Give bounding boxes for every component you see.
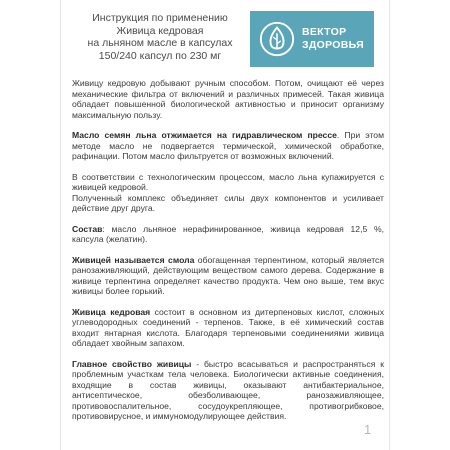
brand-logo <box>250 11 374 67</box>
header <box>74 12 374 70</box>
paragraph-text: : масло льняное нерафинированное, живица кедровая 12,5 %, капсула (желатин). <box>72 223 384 244</box>
document-title <box>74 12 246 62</box>
paragraph-lead: Живицей называется смола <box>72 254 195 265</box>
leaf-drop-icon <box>258 20 296 58</box>
paragraph <box>72 255 384 297</box>
paragraph <box>72 224 384 245</box>
paragraph: Полученный комплекс объединяет силы двух компонентов и усиливает действие друг друга. <box>72 192 384 213</box>
paragraph-lead: Масло семян льна отжимается на гидравлическом прессе <box>72 130 337 140</box>
paragraph-lead: Состав <box>72 223 103 234</box>
paragraph-text: - быстро всасываться и распространяться к проблемным участкам тела человека. Биологически активные соединения, входящие в состав живицы, оказывают антибактериальное, антисептическое, обезболивающее, ранозаживляющее, противовоспалительное, сосудоукрепляющее, противогрибковое, противовирусное, и иммуномодулирующее действия. <box>72 358 384 421</box>
title-line: Живица кедровая <box>116 24 204 37</box>
brand-line: ЗДОРОВЬЯ <box>302 39 364 51</box>
paragraph-lead: Главное свойство живицы <box>72 358 192 369</box>
paragraph-lead: Живица кедровая <box>72 306 151 317</box>
paragraph <box>72 359 384 422</box>
paragraph-text: обогащенная терпентином, который является ранозаживляющий, действующим веществом самого дерева. Содержание в живице терпентина определяет качество продукта. Чем оно выше, тем вкус живицы более горький. <box>72 254 384 296</box>
title-line: на льняном масле в капсулах <box>87 37 233 49</box>
title-line: 150/240 капсул по 230 мг <box>98 49 222 62</box>
paragraph-text: состоит в основном из дитерпеновых кислот, сложных углеводородных соединений - терпенов. Также, в её химический состав входит янтарная кислота. Благодаря терпеновыми соединениями живица обладает хвойным запахом. <box>72 306 384 348</box>
paragraph: Живицу кедровую добывают ручным способом. Потом, очищают её через механические фильтра от включений и различных примесей. Такая живица обладает повышенной биологической активностью и приносит организму максимальную пользу. <box>72 78 384 120</box>
paragraph <box>72 307 384 349</box>
paragraph-text: . При этом методе масло не подвергается термической, химической обработке, рафинации. Потом масло фильтруется от возможных включений. <box>72 130 384 161</box>
title-line: Инструкция по применению <box>92 12 228 24</box>
page-number: 1 <box>364 422 372 437</box>
paragraph: В соответствии с технологическим процессом, масло льна купажируется с живицей кедровой. <box>72 171 384 192</box>
brand-name <box>302 26 364 52</box>
paragraph <box>72 130 384 162</box>
instruction-body <box>72 78 384 432</box>
brand-line: ВЕКТОР <box>302 26 347 38</box>
